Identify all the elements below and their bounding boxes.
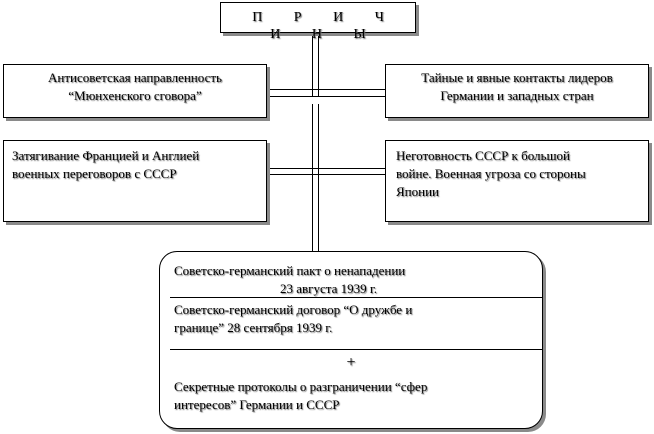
cause-unreadiness-line3: Японии bbox=[396, 184, 439, 199]
cause-unreadiness-line2: войне. Военная угроза со стороны bbox=[396, 166, 586, 181]
cause-box-negotiations bbox=[3, 140, 267, 222]
treaty-line2: границе” 28 сентября 1939 г. bbox=[174, 320, 333, 335]
causes-header-box bbox=[220, 2, 416, 42]
pact-line2: 23 августа 1939 г. bbox=[280, 281, 377, 296]
cause-negotiations-line2: военных переговоров с СССР bbox=[12, 166, 177, 181]
result-box bbox=[159, 251, 543, 429]
plus-sign: + bbox=[346, 354, 356, 371]
cause-box-munich bbox=[3, 64, 267, 118]
pact-line1: Советско-германский пакт о ненападении bbox=[174, 263, 406, 278]
trunk-bottom bbox=[312, 104, 313, 251]
secret-line2: интересов” Германии и СССР bbox=[174, 397, 340, 412]
trunk-bottom-2 bbox=[318, 104, 319, 251]
connector-lower-2 bbox=[267, 174, 385, 175]
cause-box-unreadiness bbox=[385, 140, 649, 222]
cause-negotiations-line1: Затягивание Францией и Англией bbox=[12, 148, 200, 163]
treaty-line1: Советско-германский договор “О дружбе и bbox=[174, 302, 413, 317]
cause-contacts-line1: Тайные и явные контакты лидеров bbox=[421, 70, 613, 85]
cause-unreadiness-line1: Неготовность СССР к большой bbox=[396, 148, 570, 163]
causes-header-title: П Р И Ч И Н Ы bbox=[252, 10, 398, 42]
cause-contacts-line2: Германии и западных стран bbox=[440, 88, 594, 103]
cause-box-contacts bbox=[385, 64, 649, 118]
cause-munich-line2: “Мюнхенского сговора” bbox=[68, 88, 202, 103]
separator-2 bbox=[170, 349, 542, 350]
secret-line1: Секретные протоколы о разграничении “сфер bbox=[174, 379, 428, 394]
connector-upper bbox=[267, 89, 385, 90]
separator-1 bbox=[170, 297, 542, 298]
connector-lower bbox=[267, 168, 385, 169]
connector-upper-2 bbox=[267, 96, 385, 97]
cause-munich-line1: Антисоветская направленность bbox=[48, 70, 222, 85]
